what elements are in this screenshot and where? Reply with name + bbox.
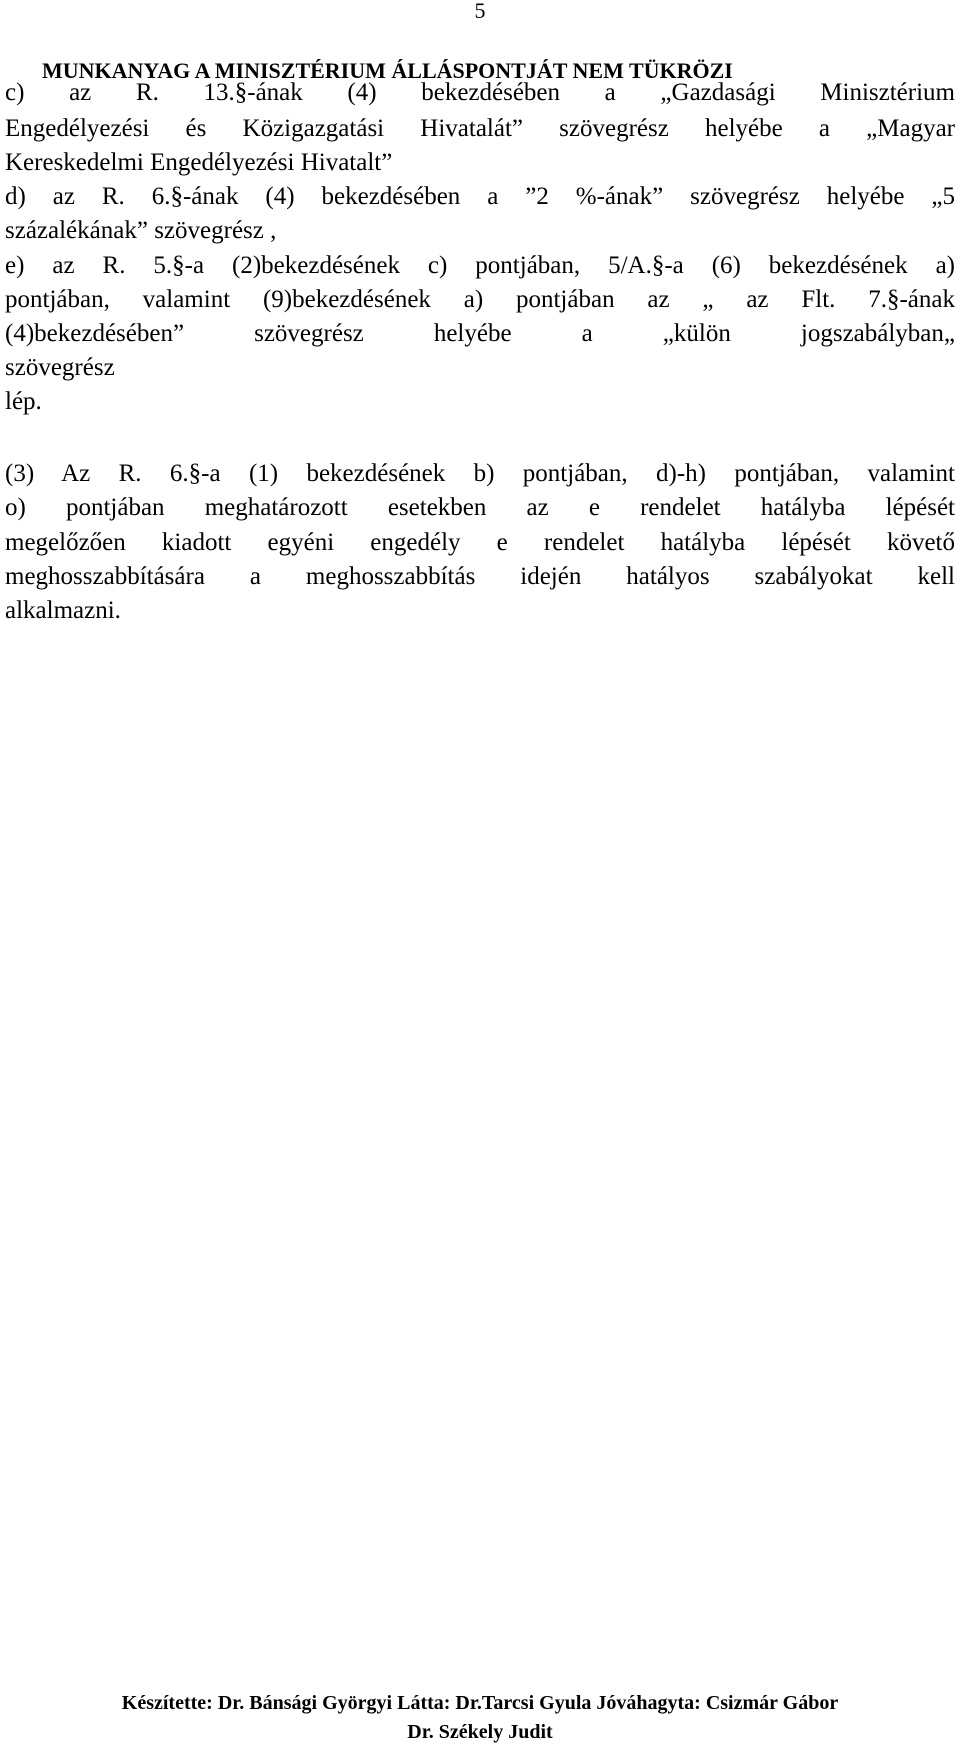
page-number: 5 xyxy=(474,0,486,23)
paragraph-3-line-2: o) pontjában meghatározott esetekben az e rendelet hatályba lépését xyxy=(5,494,955,521)
footer-credits-line-2: Dr. Székely Judit xyxy=(407,1721,553,1743)
item-c-line-1: c) az R. 13.§-ának (4) bekezdésében a „Gazdasági Minisztérium xyxy=(5,79,955,106)
paragraph-3-line-4: meghosszabbítására a meghosszabbítás idején hatályos szabályokat kell xyxy=(5,563,955,590)
draft-watermark-header: MUNKANYAG A MINISZTÉRIUM ÁLLÁSPONTJÁT NEM TÜKRÖZI xyxy=(42,58,733,83)
item-d-line-2: százalékának” szövegrész , xyxy=(5,217,277,244)
item-c-line-3: Kereskedelmi Engedélyezési Hivatalt” xyxy=(5,149,393,176)
item-e-line-5: lép. xyxy=(5,388,42,415)
paragraph-3-line-5: alkalmazni. xyxy=(5,597,121,624)
item-d-line-1: d) az R. 6.§-ának (4) bekezdésében a ”2 %-ának” szövegrész helyébe „5 xyxy=(5,183,955,210)
item-e-line-1: e) az R. 5.§-a (2)bekezdésének c) pontjában, 5/A.§-a (6) bekezdésének a) xyxy=(5,252,955,279)
footer-credits-line-1: Készítette: Dr. Bánsági Györgyi Látta: Dr.Tarcsi Gyula Jóváhagyta: Csizmár Gábor xyxy=(121,1692,839,1714)
item-e-line-4: szövegrész xyxy=(5,354,115,381)
item-c-line-2: Engedélyezési és Közigazgatási Hivatalát” szövegrész helyébe a „Magyar xyxy=(5,115,955,142)
paragraph-3-line-1: (3) Az R. 6.§-a (1) bekezdésének b) pontjában, d)-h) pontjában, valamint xyxy=(5,460,955,487)
item-e-line-3: (4)bekezdésében” szövegrész helyébe a „külön jogszabályban„ xyxy=(5,320,955,347)
paragraph-3-line-3: megelőzően kiadott egyéni engedély e rendelet hatályba lépését követő xyxy=(5,529,955,556)
item-e-line-2: pontjában, valamint (9)bekezdésének a) pontjában az „ az Flt. 7.§-ának xyxy=(5,286,955,313)
